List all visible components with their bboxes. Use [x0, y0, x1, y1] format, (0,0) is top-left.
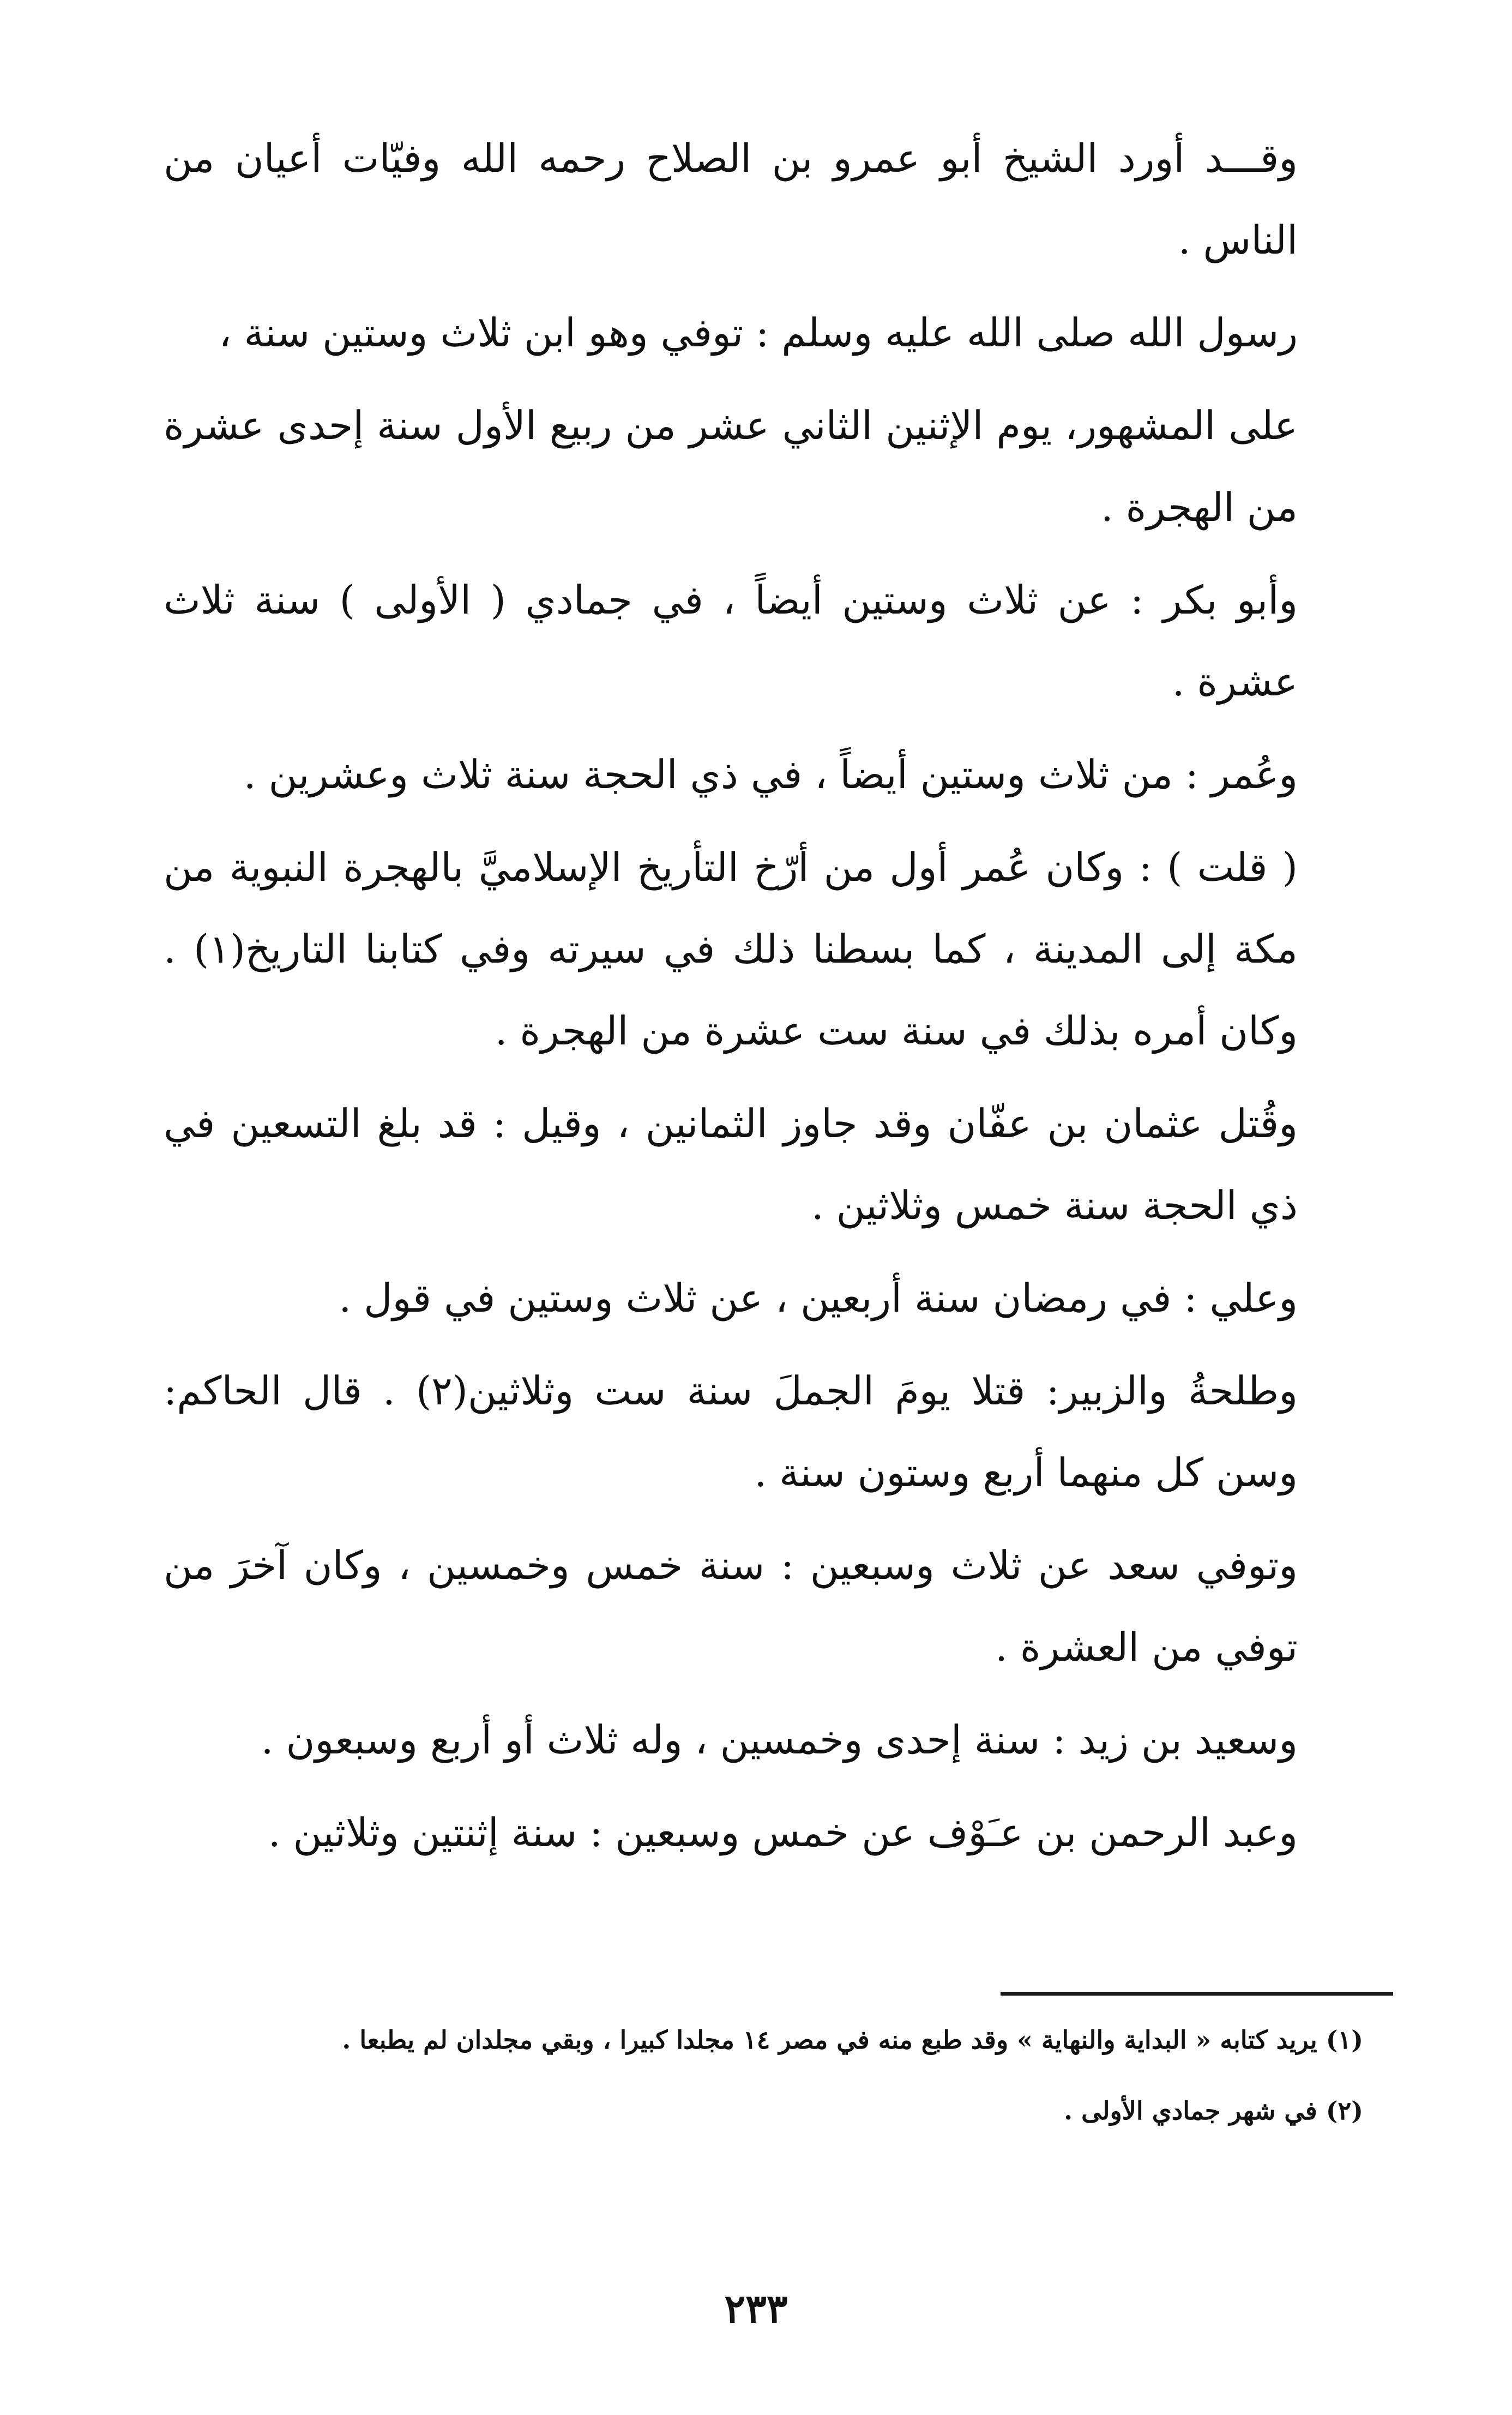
- paragraph: وعلي : في رمضان سنة أربعين ، عن ثلاث وستين في قول .: [339, 1275, 1298, 1321]
- footnote: (١) يريد كتابه « البداية والنهاية » وقد طبع منه في مصر ١٤ مجلدا كبيرا ، وبقي مجلدان لم يطبعا .: [342, 2025, 1363, 2054]
- paragraph: وسعيد بن زيد : سنة إحدى وخمسين ، وله ثلاث أو أربع وسبعون .: [261, 1717, 1298, 1763]
- footnote: (٢) في شهر جمادي الأولى .: [1064, 2096, 1363, 2125]
- paragraph: وعبد الرحمن بن عـَوْف عن خمس وسبعين : سنة إثنتين وثلاثين .: [268, 1810, 1298, 1855]
- paragraph: وطلحةُ والزبير: قتلا يومَ الجملَ سنة ست وثلاثين(٢) . قال الحاكم: وسن كل منهما أربع وستون سنة .: [164, 1368, 1298, 1495]
- paragraph: رسول الله صلى الله عليه وسلم : توفي وهو ابن ثلاث وستين سنة ،: [219, 310, 1298, 356]
- paragraph: وتوفي سعد عن ثلاث وسبعين : سنة خمس وخمسين ، وكان آخرَ من توفي من العشرة .: [164, 1542, 1298, 1670]
- paragraph: وقُتل عثمان بن عفّان وقد جاوز الثمانين ، وقيل : قد بلغ التسعين في ذي الحجة سنة خمس وثلاثين .: [164, 1101, 1298, 1228]
- paragraph: وعُمر : من ثلاث وستين أيضاً ، في ذي الحجة سنة ثلاث وعشرين .: [243, 752, 1298, 797]
- footnotes: [153, 2013, 1363, 2154]
- paragraph: وقـــد أورد الشيخ أبو عمرو بن الصلاح رحمه الله وفيّات أعيان من الناس .: [164, 135, 1298, 263]
- main-text: [164, 117, 1330, 1884]
- paragraph: ( قلت ) : وكان عُمر أول من أرّخ التأريخ الإسلاميَّ بالهجرة النبوية من مكة إلى المدينة ، كما بسطنا ذلك في سيرته وفي كتابنا التاريخ(١) . وكان أمره بذلك في سنة ست عشرة من الهجرة .: [164, 844, 1298, 1054]
- page-number: ٢٣٣: [724, 2285, 788, 2332]
- paragraph: وأبو بكر : عن ثلاث وستين أيضاً ، في جمادي ( الأولى ) سنة ثلاث عشرة .: [164, 577, 1298, 705]
- paragraph: على المشهور، يوم الإثنين الثاني عشر من ربيع الأول سنة إحدى عشرة من الهجرة .: [164, 403, 1298, 530]
- footnote-separator: [1001, 1992, 1393, 1996]
